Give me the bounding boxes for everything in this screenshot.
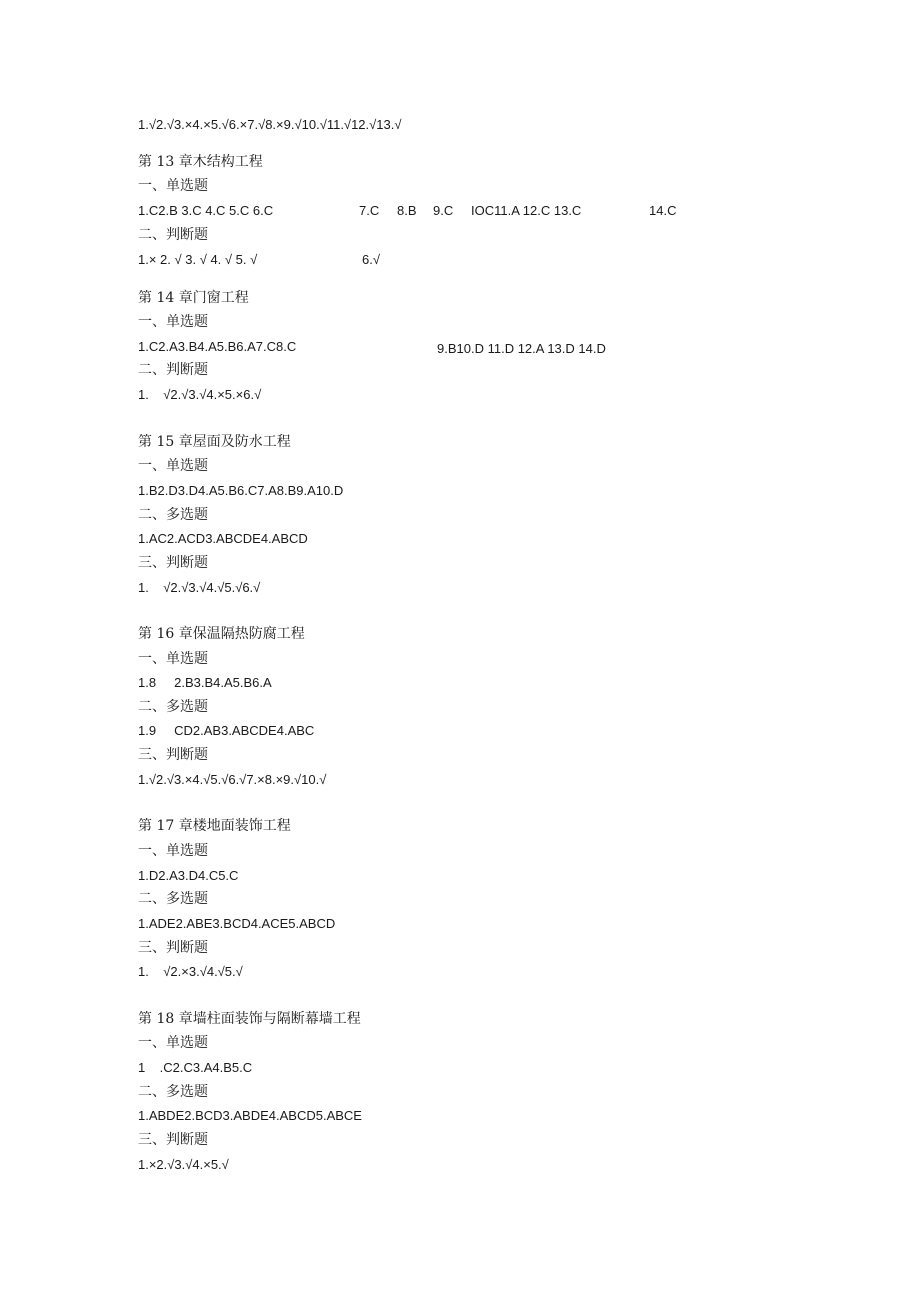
answer-line: IOC11.A 12.C 13.C (471, 203, 582, 218)
chapter-title: 第 13 章木结构工程 (138, 154, 263, 170)
answer-line: 1 .C2.C3.A4.B5.C (138, 1060, 253, 1075)
section-heading: 二、多选题 (138, 699, 208, 715)
section-heading: 一、单选题 (138, 178, 208, 194)
section-heading: 三、判断题 (138, 940, 208, 956)
section-heading: 二、多选题 (138, 1084, 208, 1100)
answer-line: 1.9 CD2.AB3.ABCDE4.ABC (138, 723, 315, 738)
answer-line: 7.C (359, 203, 380, 218)
answer-line: 1.AC2.ACD3.ABCDE4.ABCD (138, 531, 308, 546)
section-heading: 三、判断题 (138, 747, 208, 763)
answer-line: 1.C2.B 3.C 4.C 5.C 6.C (138, 203, 274, 218)
section-heading: 二、多选题 (138, 891, 208, 907)
answer-line: 1.× 2. √ 3. √ 4. √ 5. √ (138, 252, 258, 267)
answer-line: 9.B10.D 11.D 12.A 13.D 14.D (437, 341, 606, 356)
answer-line: 1. √2.√3.√4.√5.√6.√ (138, 580, 261, 595)
answer-line: 1.√2.√3.×4.×5.√6.×7.√8.×9.√10.√11.√12.√13.√ (138, 117, 402, 132)
answer-line: 1.8 2.B3.B4.A5.B6.A (138, 675, 272, 690)
section-heading: 三、判断题 (138, 555, 208, 571)
chapter-title: 第 18 章墙柱面装饰与隔断幕墙工程 (138, 1011, 361, 1027)
chapter-title: 第 17 章楼地面装饰工程 (138, 818, 291, 834)
answer-line: 14.C (649, 203, 677, 218)
answer-line: 8.B (397, 203, 417, 218)
section-heading: 三、判断题 (138, 1132, 208, 1148)
section-heading: 二、多选题 (138, 507, 208, 523)
section-heading: 二、判断题 (138, 362, 208, 378)
answer-line: 1.ABDE2.BCD3.ABDE4.ABCD5.ABCE (138, 1108, 362, 1123)
section-heading: 一、单选题 (138, 1035, 208, 1051)
answer-line: 1.×2.√3.√4.×5.√ (138, 1157, 229, 1172)
chapter-title: 第 14 章门窗工程 (138, 290, 249, 306)
answer-line: 1.B2.D3.D4.A5.B6.C7.A8.B9.A10.D (138, 483, 344, 498)
answer-line: 1.D2.A3.D4.C5.C (138, 868, 239, 883)
chapter-title: 第 16 章保温隔热防腐工程 (138, 626, 305, 642)
answer-line: 1.√2.√3.×4.√5.√6.√7.×8.×9.√10.√ (138, 772, 327, 787)
answer-line: 1.C2.A3.B4.A5.B6.A7.C8.C (138, 339, 297, 354)
chapter-title: 第 15 章屋面及防水工程 (138, 434, 291, 450)
answer-line: 6.√ (362, 252, 380, 267)
section-heading: 一、单选题 (138, 843, 208, 859)
section-heading: 二、判断题 (138, 227, 208, 243)
answer-line: 9.C (433, 203, 454, 218)
section-heading: 一、单选题 (138, 458, 208, 474)
answer-line: 1. √2.√3.√4.×5.×6.√ (138, 387, 262, 402)
answer-line: 1.ADE2.ABE3.BCD4.ACE5.ABCD (138, 916, 336, 931)
section-heading: 一、单选题 (138, 651, 208, 667)
section-heading: 一、单选题 (138, 314, 208, 330)
answer-line: 1. √2.×3.√4.√5.√ (138, 964, 243, 979)
